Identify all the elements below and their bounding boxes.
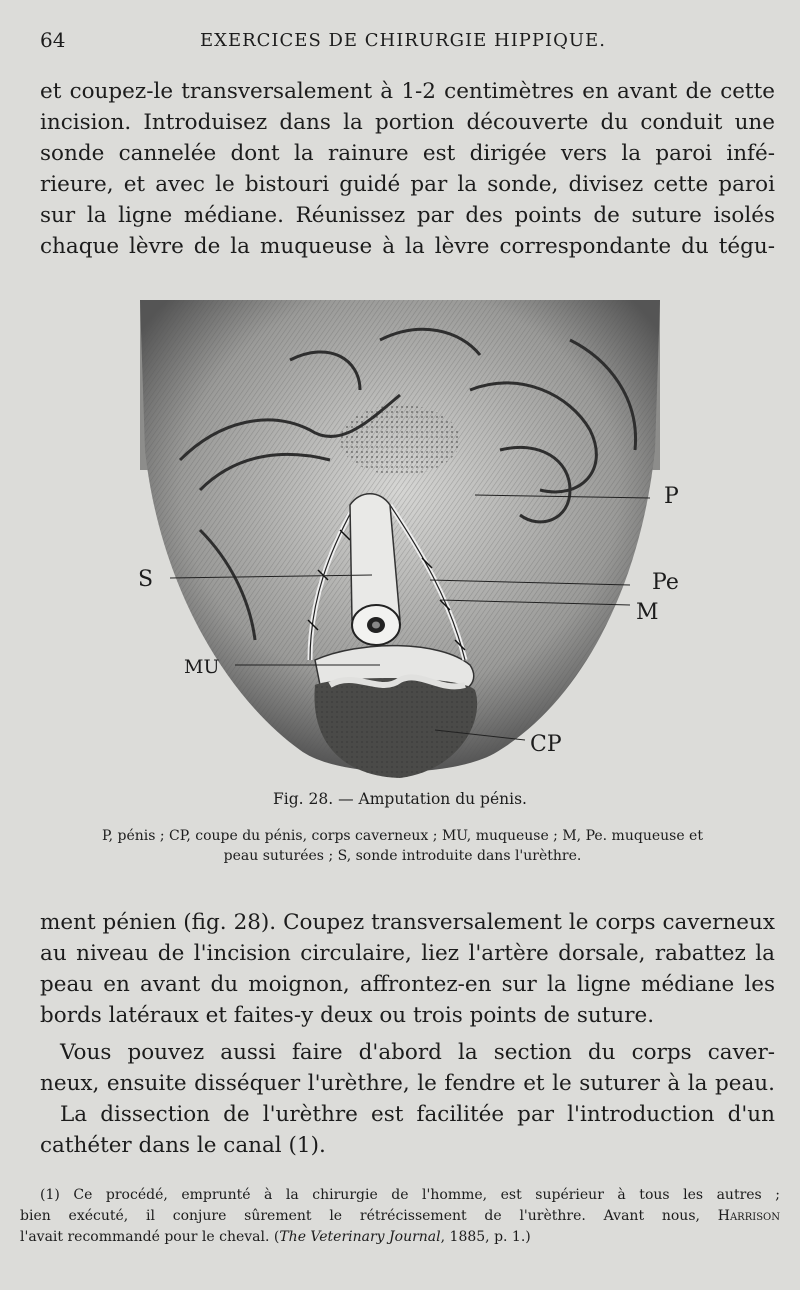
paragraph-2	[40, 907, 775, 1031]
footnote-line: (1) Ce procédé, emprunté à la chirurgie de l'homme, est supérieur à tous les autres ;	[40, 1187, 780, 1203]
text-line: au niveau de l'incision circulaire, liez l'artère dorsale, rabattez la	[40, 941, 775, 966]
text-line: Vous pouvez aussi faire d'abord la section du corps caver-	[60, 1040, 775, 1065]
text-line: sur la ligne médiane. Réunissez par des points de suture isolés	[40, 203, 775, 228]
author-name: Harrison	[717, 1208, 780, 1224]
text-line: bords latéraux et faites-y deux ou trois points de suture.	[40, 1003, 655, 1028]
footnote-text: , 1885, p. 1.)	[440, 1229, 531, 1245]
footnote-text: l'avait recommandé pour le cheval. (	[20, 1229, 280, 1245]
text-line: neux, ensuite disséquer l'urèthre, le fendre et le suturer à la peau.	[40, 1071, 775, 1096]
journal-title: The Veterinary Journal	[279, 1229, 441, 1245]
legend-line: P, pénis ; CP, coupe du pénis, corps caverneux ; MU, muqueuse ; M, Pe. muqueuse et	[102, 828, 703, 844]
figure-label-m: M	[636, 600, 659, 625]
text-line: chaque lèvre de la muqueuse à la lèvre correspondante du tégu-	[40, 234, 775, 259]
figure-caption: Fig. 28. — Amputation du pénis.	[273, 790, 527, 808]
page-number: 64	[40, 28, 66, 52]
text-line: incision. Introduisez dans la portion découverte du conduit une	[40, 110, 775, 135]
figure-legend	[30, 826, 775, 866]
footnote-line	[20, 1206, 780, 1227]
figure-label-pe: Pe	[652, 570, 679, 595]
text-line: La dissection de l'urèthre est facilitée par l'introduction d'un	[60, 1102, 775, 1127]
legend-line: peau suturées ; S, sonde introduite dans l'urèthre.	[223, 848, 582, 864]
text-line: sonde cannelée dont la rainure est dirigée vers la paroi infé-	[40, 141, 775, 166]
text-line: ment pénien (fig. 28). Coupez transversalement le corps caverneux	[40, 910, 775, 935]
figure-label-p: P	[664, 484, 679, 509]
footnote	[20, 1185, 780, 1248]
figure-label-mu: MU	[184, 656, 220, 678]
page-header	[40, 28, 770, 58]
figure-illustration	[140, 300, 660, 790]
running-title: EXERCICES DE CHIRURGIE HIPPIQUE.	[200, 30, 606, 51]
paragraph-3	[40, 1037, 775, 1161]
figure-label-s: S	[138, 567, 154, 592]
footnote-line	[20, 1227, 780, 1248]
text-line: rieure, et avec le bistouri guidé par la sonde, divisez cette paroi	[40, 172, 775, 197]
paragraph-1	[40, 76, 775, 262]
text-line: peau en avant du moignon, affrontez-en sur la ligne médiane les	[40, 972, 775, 997]
text-line: cathéter dans le canal (1).	[40, 1133, 326, 1158]
figure-label-cp: CP	[530, 732, 562, 757]
text-line: et coupez-le transversalement à 1-2 centimètres en avant de cette	[40, 79, 775, 104]
footnote-text: bien exécuté, il conjure sûrement le rétrécissement de l'urèthre. Avant nous,	[20, 1208, 718, 1224]
